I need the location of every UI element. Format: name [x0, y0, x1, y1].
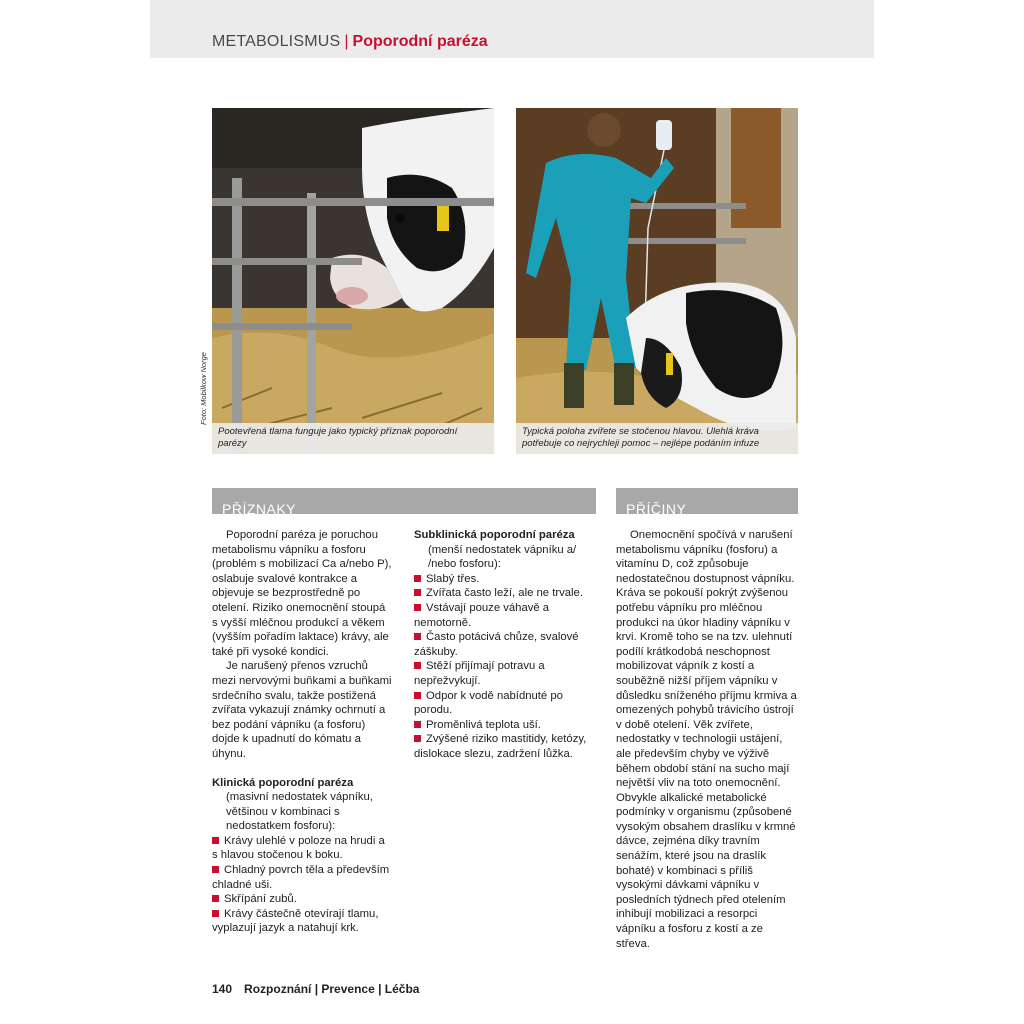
header-separator: | — [344, 33, 349, 50]
topic-title: Poporodní paréza — [352, 33, 488, 50]
subclinical-list — [414, 572, 596, 762]
subclinical-subheading: (menší nedostatek vápníku a/ /nebo fosforu): — [428, 543, 577, 571]
bullet-square-icon — [414, 735, 421, 742]
photo-cow-open-mouth — [212, 108, 494, 454]
list-item: Zvýšené riziko mastitidy, ketózy, dislokace slezu, zadržení lůžka. — [414, 733, 587, 760]
list-item: Stěží přijímají potravu a nepřežvykují. — [414, 660, 545, 687]
intro-paragraph: Poporodní paréza je poruchou metabolismu vápníku a fosforu (problém s mobilizací Ca a/nebo P), oslabuje svalové kontrakce a objevuje se bezprostředně po otelení. Riziko onemocnění stoupá s vyšší mléčnou produkcí a věkem (vyšším pořadím laktace) krávy, ale také při vysoké kondici. — [212, 529, 392, 658]
clinical-heading: Klinická poporodní paréza — [212, 776, 354, 789]
list-item: Proměnlivá teplota uší. — [414, 718, 596, 733]
symptoms-column-2 — [414, 528, 596, 762]
photo-cow-infusion — [516, 108, 798, 454]
page-footer — [212, 982, 419, 996]
section-name: METABOLISMUS — [212, 33, 341, 50]
section-bar-symptoms — [212, 488, 596, 517]
photo-illustration-left — [212, 108, 494, 454]
photo-caption-left: Pootevřená tlama funguje jako typický příznak poporodní parézy — [212, 423, 494, 454]
section-title-symptoms: PŘÍZNAKY — [222, 501, 297, 517]
list-item: Chladný povrch těla a především chladné uši. — [212, 864, 390, 891]
list-item: Vstávají pouze váhavě a nemotorně. — [414, 601, 550, 629]
bullet-square-icon — [414, 721, 421, 728]
bullet-square-icon — [212, 837, 219, 844]
book-title: Rozpoznání | Prevence | Léčba — [244, 982, 420, 996]
list-item: Skřípání zubů. — [212, 892, 392, 907]
bullet-square-icon — [414, 692, 421, 699]
nerve-paragraph: Je narušený přenos vzruchů mezi nervovými buňkami a buňkami srdečního svalu, takže postižená zvířata vykazují známky ochrnutí a bez podání vápníku (a fosforu) dojde k upadnutí do kómatu a úhynu. — [212, 660, 392, 760]
clinical-list — [212, 834, 392, 936]
clinical-subheading: (masivní nedostatek vápníku, většinou v kombinaci s nedostatkem fosforu): — [226, 791, 373, 833]
bullet-square-icon — [212, 866, 219, 873]
list-item: Krávy ulehlé v poloze na hrudi a s hlavou stočenou k boku. — [212, 834, 385, 862]
bullet-square-icon — [414, 589, 421, 596]
symptoms-column-1 — [212, 528, 392, 936]
bullet-square-icon — [414, 604, 421, 611]
photo-caption-right: Typická poloha zvířete se stočenou hlavou. Ulehlá kráva potřebuje co nejrychleji pomoc – nejlépe podáním infuze — [516, 423, 798, 454]
list-item: Zvířata často leží, ale ne trvale. — [414, 586, 596, 601]
bullet-square-icon — [414, 662, 421, 669]
subclinical-heading: Subklinická poporodní paréza — [414, 529, 575, 541]
section-title-causes: PŘÍČINY — [626, 501, 687, 517]
list-item: Odpor k vodě nabídnuté po porodu. — [414, 689, 563, 717]
bullet-square-icon — [212, 910, 219, 917]
page-header — [212, 33, 488, 51]
photo-credit: Foto: Mobilkow Norge — [199, 352, 208, 425]
photo-illustration-right — [516, 108, 798, 454]
causes-paragraph: Onemocnění spočívá v narušení metabolismu vápníku (fosforu) a vitamínu D, což způsobuje nedostatečnou dostupnost vápníku. Kráva se pokouší pokrýt zvýšenou potřebu vápníku pro mléčnou produkci na úkor hladiny vápníku v krvi. Kromě toho se na tzv. ulehnutí podílí krátkodobá neschopnost mobilizovat vápník z kostí a souběžně nižší příjem vápníku v důsledku sníženého příjmu krmiva a omezených pohybů trávicího ústrojí v době otelení. Věk zvířete, nedostatky v technologii ustájení, ale především chyby ve výživě během období stání na sucho mají největší vliv na toto onemocnění. Obvykle alkalické metabolické podmínky v organismu (způsobené vysokým obsahem draslíku v krmné dávce, zejména díky travním senážím, které jsou na draslík bohaté) v kombinaci s příliš vysokými dávkami vápníku v posledních týdnech před otelením inhibují mobilizaci a resorpci vápníku a fosforu z kostí a ze střeva. — [616, 529, 797, 950]
causes-column — [616, 528, 798, 951]
list-item: Slabý třes. — [414, 572, 596, 587]
page-number: 140 — [212, 982, 233, 996]
bullet-square-icon — [212, 895, 219, 902]
list-item: Často potácivá chůze, svalové záškuby. — [414, 631, 579, 658]
section-bar-causes — [616, 488, 798, 517]
bullet-square-icon — [414, 575, 421, 582]
bullet-square-icon — [414, 633, 421, 640]
list-item: Krávy částečně otevírají tlamu, vyplazují jazyk a natahují krk. — [212, 907, 379, 935]
